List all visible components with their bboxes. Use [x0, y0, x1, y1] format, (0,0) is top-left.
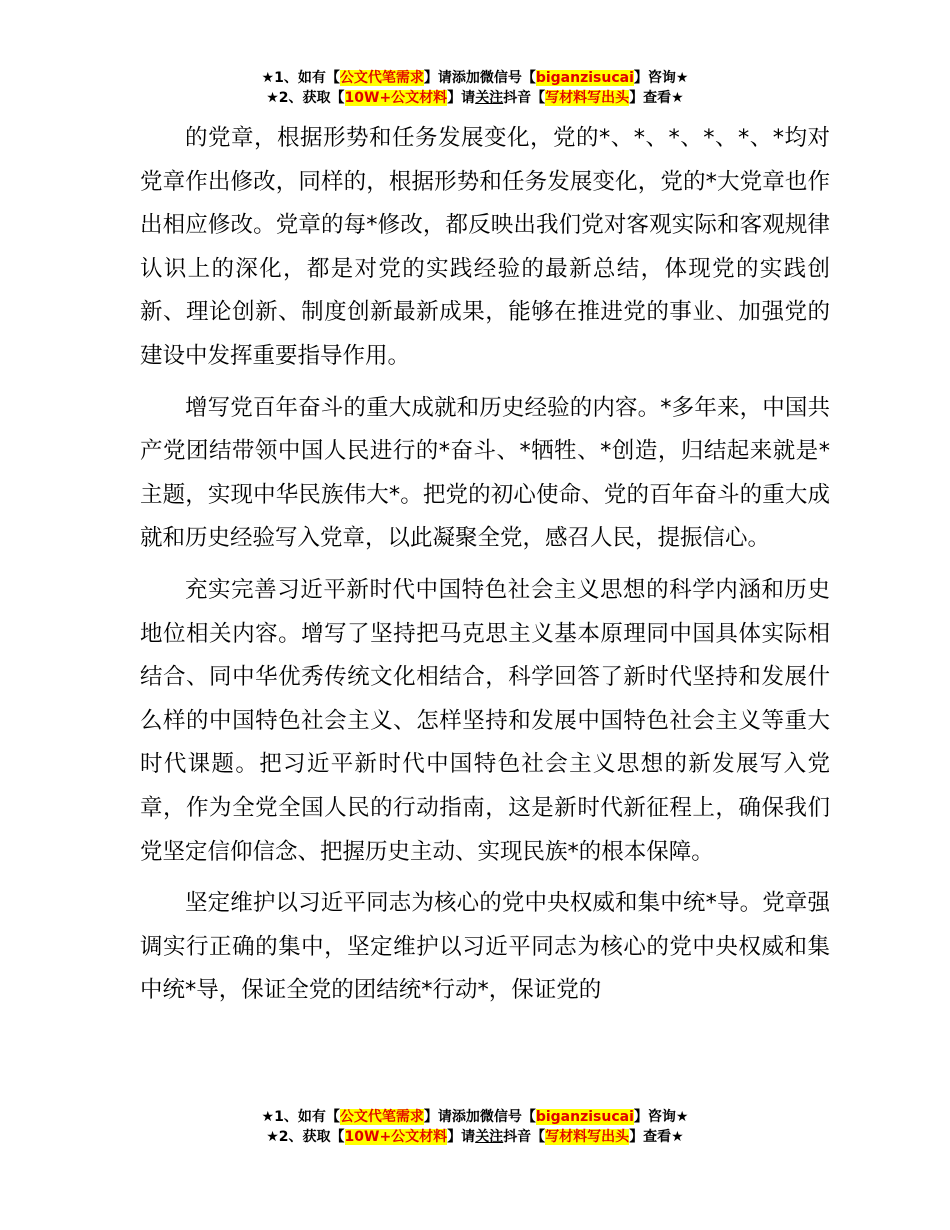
banner-text: 】请添加微信号【 [423, 70, 536, 86]
highlight-ghostwriting: 公文代笔需求 [339, 70, 424, 86]
highlight-materials: 10W+公文材料 [344, 90, 448, 106]
highlight-materials: 10W+公文材料 [344, 1129, 448, 1145]
highlight-wechat-id: biganzisucai [535, 70, 634, 86]
banner-line-1 [0, 1107, 950, 1127]
banner-text: 】查看★ [629, 1129, 684, 1145]
banner-text: ★2、获取【 [266, 90, 345, 106]
banner-text: 抖音【 [503, 1129, 546, 1145]
highlight-ghostwriting: 公文代笔需求 [339, 1109, 424, 1125]
follow-link[interactable]: 关注 [475, 90, 504, 106]
banner-line-2 [0, 1127, 950, 1147]
banner-text: 】请 [447, 1129, 476, 1145]
banner-text: 】请添加微信号【 [423, 1109, 536, 1125]
banner-text: ★1、如有【 [261, 1109, 340, 1125]
highlight-wechat-id: biganzisucai [535, 1109, 634, 1125]
footer-banner [0, 1107, 950, 1147]
header-banner [0, 68, 950, 108]
banner-text: 】请 [447, 90, 476, 106]
paragraph: 坚定维护以习近平同志为核心的党中央权威和集中统*导。党章强调实行正确的集中，坚定维护以习近平同志为核心的党中央权威和集中统*导，保证全党的团结统*行动*，保证党的 [140, 890, 830, 1004]
banner-text: 】咨询★ [633, 1109, 689, 1125]
paragraph: 充实完善习近平新时代中国特色社会主义思想的科学内涵和历史地位相关内容。增写了坚持把马克思主义基本原理同中国具体实际相结合、同中华优秀传统文化相结合，科学回答了新时代坚持和发展什么样的中国特色社会主义、怎样坚持和发展中国特色社会主义等重大时代课题。把习近平新时代中国特色社会主义思想的新发展写入党章，作为全党全国人民的行动指南，这是新时代新征程上，确保我们党坚定信仰信念、把握历史主动、实现民族*的根本保障。 [140, 576, 830, 865]
banner-text: 】查看★ [629, 90, 684, 106]
follow-link[interactable]: 关注 [475, 1129, 504, 1145]
banner-text: ★1、如有【 [261, 70, 340, 86]
banner-line-2 [0, 88, 950, 108]
banner-text: ★2、获取【 [266, 1129, 345, 1145]
banner-text: 】咨询★ [633, 70, 689, 86]
banner-line-1 [0, 68, 950, 88]
highlight-douyin: 写材料写出头 [545, 1129, 630, 1145]
highlight-douyin: 写材料写出头 [545, 90, 630, 106]
paragraph: 的党章，根据形势和任务发展变化，党的*、*、*、*、*、*均对党章作出修改，同样的，根据形势和任务发展变化，党的*大党章也作出相应修改。党章的每*修改，都反映出我们党对客观实际和客观规律认识上的深化，都是对党的实践经验的最新总结，体现党的实践创新、理论创新、制度创新最新成果，能够在推进党的事业、加强党的建设中发挥重要指导作用。 [140, 125, 830, 369]
paragraph: 增写党百年奋斗的重大成就和历史经验的内容。*多年来，中国共产党团结带领中国人民进行的*奋斗、*牺牲、*创造，归结起来就是*主题，实现中华民族伟大*。把党的初心使命、党的百年奋斗的重大成就和历史经验写入党章，以此凝聚全党，感召人民，提振信心。 [140, 394, 830, 552]
document-body [140, 117, 830, 1021]
banner-text: 抖音【 [503, 90, 546, 106]
